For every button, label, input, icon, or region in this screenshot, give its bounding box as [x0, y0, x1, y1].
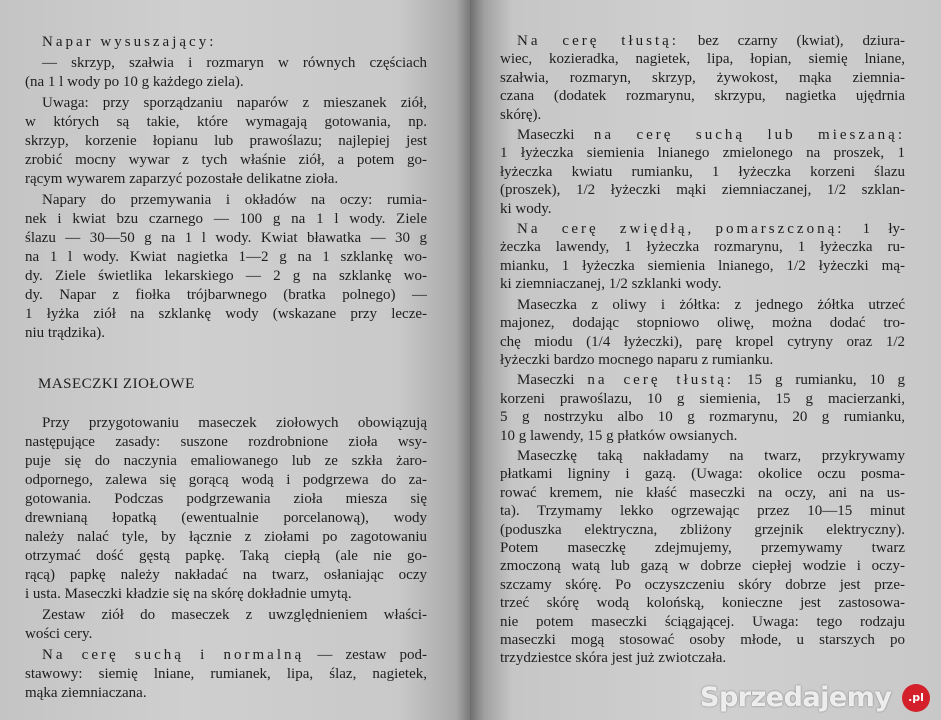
text-line	[25, 170, 427, 189]
paragraph	[500, 371, 905, 445]
left-page-text-top	[25, 33, 427, 345]
paragraph	[25, 414, 427, 604]
text-line	[500, 50, 905, 68]
text-run: (proszek), 1/2 łyżeczki mąki ziemniaczanej, 1/2 szklan-	[500, 182, 905, 199]
text-line	[500, 576, 905, 594]
paragraph	[500, 447, 905, 668]
text-line	[25, 471, 427, 490]
text-run: niu trądzika).	[25, 325, 105, 341]
text-line	[500, 106, 905, 124]
text-line	[25, 509, 427, 528]
paragraph	[25, 54, 427, 92]
text-line	[25, 528, 427, 547]
text-run: 1 łyżeczka siemienia lnianego zmielonego na proszek, 1	[500, 145, 905, 162]
paragraph	[25, 94, 427, 189]
text-run: dy. Ziele świetlika lekarskiego — 2 g na szklankę wo-	[25, 268, 427, 284]
text-line	[500, 275, 905, 293]
text-run: nie potem maseczki ściągającej. Uwaga: tego rodzaju	[500, 613, 905, 630]
text-line	[25, 73, 427, 92]
text-run: ki ziemniaczanej, 1/2 szklanki wody.	[500, 276, 722, 293]
text-run: otrzymać dość gęstą papkę. Taką ciepłą (ale nie go-	[25, 548, 427, 564]
text-run: Potem maseczkę zdejmujemy, przemywamy twarz	[500, 539, 905, 556]
text-line	[500, 238, 905, 256]
right-page-text	[500, 32, 905, 670]
text-line	[500, 333, 905, 351]
text-run: Przy przygotowaniu maseczek ziołowych obowiązują	[42, 415, 427, 431]
text-line	[500, 447, 905, 465]
text-line	[500, 465, 905, 483]
spaced-emphasis: na cerę tłustą:	[587, 372, 735, 389]
paragraph	[500, 220, 905, 294]
watermark-logo: Sprzedajemy	[700, 682, 892, 713]
text-run: łyżeczka kwiatu rumianku, 1 łyżeczka korzeni ślazu	[500, 163, 905, 180]
text-line	[500, 594, 905, 612]
text-run: gotowania. Podczas podgrzewania zioła miesza się	[25, 491, 427, 507]
text-run: 5 g nostrzyku albo 10 g rozmarynu, 20 g rumianku,	[500, 409, 905, 426]
text-line	[25, 452, 427, 471]
text-run: nek i kwiat bzu czarnego — 100 g na 1 l wody. Ziele	[25, 211, 427, 227]
text-line	[500, 521, 905, 539]
text-run: chę miodu (1/4 łyżeczki), parę kropel cytryny oraz 1/2	[500, 333, 905, 350]
text-run: stawowy: siemię lniane, rumianek, lipa, ślaz, nagietek,	[25, 666, 427, 682]
text-line	[25, 665, 427, 684]
text-run: płatkami ligniny i gazą. (Uwaga: okolice oczu posma-	[500, 466, 905, 483]
spaced-emphasis: Na cerę zwiędłą, pomarszczoną:	[517, 221, 845, 238]
text-run: trzeć skórę wodą kolońską, konieczne jest zastosowa-	[500, 595, 905, 612]
text-line	[500, 649, 905, 667]
text-line	[25, 606, 427, 625]
text-run: puje się do naczynia emaliowanego lub ze szkła żaro-	[25, 453, 427, 469]
text-run: i usta. Maseczki kładzie się na skórę dokładnie umytą.	[25, 586, 352, 602]
text-line	[500, 69, 905, 87]
left-page-text-bottom	[25, 414, 427, 705]
text-line	[25, 414, 427, 433]
text-line	[500, 87, 905, 105]
text-line	[25, 305, 427, 324]
text-run: czana (dodatek rozmarynu, skrzypu, nagietka ujędrnia	[500, 88, 905, 105]
spaced-emphasis: Napar wysuszający:	[42, 34, 217, 50]
text-line	[25, 684, 427, 703]
text-line	[500, 126, 905, 144]
text-line	[500, 557, 905, 575]
text-line	[500, 351, 905, 369]
text-run: Maseczki	[517, 372, 588, 389]
text-line	[500, 371, 905, 389]
text-run: 15 g rumianku, 10 g	[734, 372, 905, 389]
paragraph	[500, 296, 905, 370]
text-run: odpornego, zalewa się gorącą wodą i podgrzewa do za-	[25, 472, 427, 488]
text-line	[500, 163, 905, 181]
text-line	[25, 267, 427, 286]
text-run: bez czarny (kwiat), dziura-	[678, 33, 905, 49]
section-heading: MASECZKI ZIOŁOWE	[38, 376, 195, 392]
text-run: skrzyp, korzenie łopianu lub prawoślazu; najlepiej jest	[25, 133, 427, 149]
text-line	[500, 408, 905, 426]
spaced-emphasis: na cerę suchą lub mieszaną:	[593, 127, 905, 144]
text-run: Maseczki	[517, 127, 594, 144]
text-run: — skrzyp, szałwia i rozmaryn w równych częściach	[42, 55, 427, 71]
paragraph	[25, 646, 427, 703]
paragraph	[25, 33, 427, 52]
text-line	[25, 33, 427, 52]
text-line	[25, 646, 427, 665]
text-run: rącym wywarem zaparzyć pozostałe delikatne zioła.	[25, 171, 339, 187]
text-line	[500, 484, 905, 502]
text-run: mianku, 1 łyżeczka siemienia lnianego, 1/2 łyżeczki mą-	[500, 257, 905, 274]
text-run: szałwia, rozmaryn, skrzyp, żywokost, mąka ziemnia-	[500, 69, 905, 86]
text-line	[25, 94, 427, 113]
text-run: rować kremem, nie kłaść maseczki na oczy, ani na us-	[500, 484, 905, 501]
text-run: Zestaw ziół do maseczek z uwzględnieniem właści-	[42, 607, 427, 623]
text-line	[500, 144, 905, 162]
text-line	[500, 181, 905, 199]
text-run: Maseczkę taką nakładamy na twarz, przykrywamy	[517, 447, 905, 464]
text-run: — zestaw pod-	[304, 647, 427, 663]
text-run: wiec, kozieradka, nagietek, lipa, łopian, siemię lniane,	[500, 51, 905, 68]
text-line	[25, 625, 427, 644]
text-run: 1 łyżka ziół na szklankę wody (wskazane przy lecze-	[25, 306, 427, 322]
text-run: na 1 l wody. Kwiat nagietka 1—2 g na 1 szklankę wo-	[25, 249, 427, 265]
text-run: rącą) papkę należy nakładać na twarz, osłaniając oczy	[25, 567, 427, 583]
spaced-emphasis: Na cerę tłustą:	[517, 33, 679, 49]
text-line	[25, 151, 427, 170]
text-run: wości cery.	[25, 626, 93, 642]
text-line	[500, 390, 905, 408]
text-line	[500, 220, 905, 238]
text-line	[25, 324, 427, 343]
text-run: żeczka lawendy, 1 łyżeczka rozmarynu, 1 łyżeczka ru-	[500, 239, 905, 256]
text-line	[500, 314, 905, 332]
text-line	[25, 585, 427, 604]
text-run: należy nalać tyle, by łącznie z ziołami po zagotowaniu	[25, 529, 427, 545]
text-run: Napary do przemywania i okładów na oczy: rumia-	[42, 192, 427, 208]
text-run: Maseczka z oliwy i żółtka: z jednego żółtka utrzeć	[517, 296, 905, 313]
text-line	[500, 32, 905, 50]
text-line	[25, 286, 427, 305]
paragraph	[25, 606, 427, 644]
text-line	[25, 113, 427, 132]
text-run: zmoczoną watą lub gazą w dobrze ciepłej wodzie i oczy-	[500, 558, 905, 575]
text-line	[25, 191, 427, 210]
text-line	[25, 433, 427, 452]
text-run: dy. Napar z fiołka trójbarwnego (bratka polnego) —	[25, 287, 427, 303]
text-line	[25, 210, 427, 229]
text-run: w których są takie, które wymagają gotowania, np.	[25, 114, 427, 130]
text-line	[500, 427, 905, 445]
text-line	[500, 539, 905, 557]
text-run: 10 g lawendy, 15 g płatków owsianych.	[500, 427, 738, 444]
text-run: skórę).	[500, 106, 542, 123]
text-run: drewnianą łopatką (ewentualnie porcelanową), wody	[25, 510, 427, 526]
watermark-badge: .pl	[902, 684, 930, 712]
text-run: Uwaga: przy sporządzaniu naparów z mieszanek ziół,	[42, 95, 427, 111]
text-run: (na 1 l wody po 10 g każdego ziela).	[25, 74, 244, 90]
text-run: zrobić mocny wywar z tych właśnie ziół, a potem go-	[25, 152, 427, 168]
text-line	[500, 502, 905, 520]
text-line	[500, 200, 905, 218]
text-run: korzeni prawoślazu, 10 g siemienia, 15 g macierzanki,	[500, 390, 905, 407]
paragraph	[25, 191, 427, 343]
text-run: (poduszka elektryczna, zbliżony grzejnik elektryczny).	[500, 521, 905, 538]
text-run: łyżeczki bardzo mocnego naparu z rumianku.	[500, 351, 774, 368]
text-run: ta). Trzymamy lekko ogrzewając przez 10—15 minut	[500, 503, 905, 520]
text-line	[25, 547, 427, 566]
text-run: 1 ły-	[844, 221, 905, 238]
text-run: ki wody.	[500, 200, 552, 217]
spaced-emphasis: Na cerę suchą i normalną	[42, 647, 305, 663]
paragraph	[500, 126, 905, 218]
text-line	[500, 613, 905, 631]
left-book-page	[0, 0, 470, 720]
text-run: ślazu — 30—50 g na 1 l wody. Kwiat bławatka — 30 g	[25, 230, 427, 246]
text-run: szczamy skórę. Po oczyszczeniu skóry dobrze jest prze-	[500, 576, 905, 593]
text-run: następujące zasady: suszone rozdrobnione zioła wsy-	[25, 434, 427, 450]
text-line	[25, 248, 427, 267]
text-line	[25, 54, 427, 73]
text-line	[500, 296, 905, 314]
right-book-page	[470, 0, 941, 720]
text-line	[25, 229, 427, 248]
text-run: mąka ziemniaczana.	[25, 685, 147, 701]
text-run: majonez, dodając stopniowo oliwę, można dodać tro-	[500, 315, 905, 332]
text-line	[25, 566, 427, 585]
text-line	[500, 631, 905, 649]
paragraph	[500, 32, 905, 124]
text-run: maseczki mogą stosować osoby młode, u starszych po	[500, 632, 905, 648]
text-line	[500, 257, 905, 275]
text-line	[25, 132, 427, 151]
text-run: trzydziestce skóra jest już zwiotczała.	[500, 650, 727, 667]
text-line	[25, 490, 427, 509]
